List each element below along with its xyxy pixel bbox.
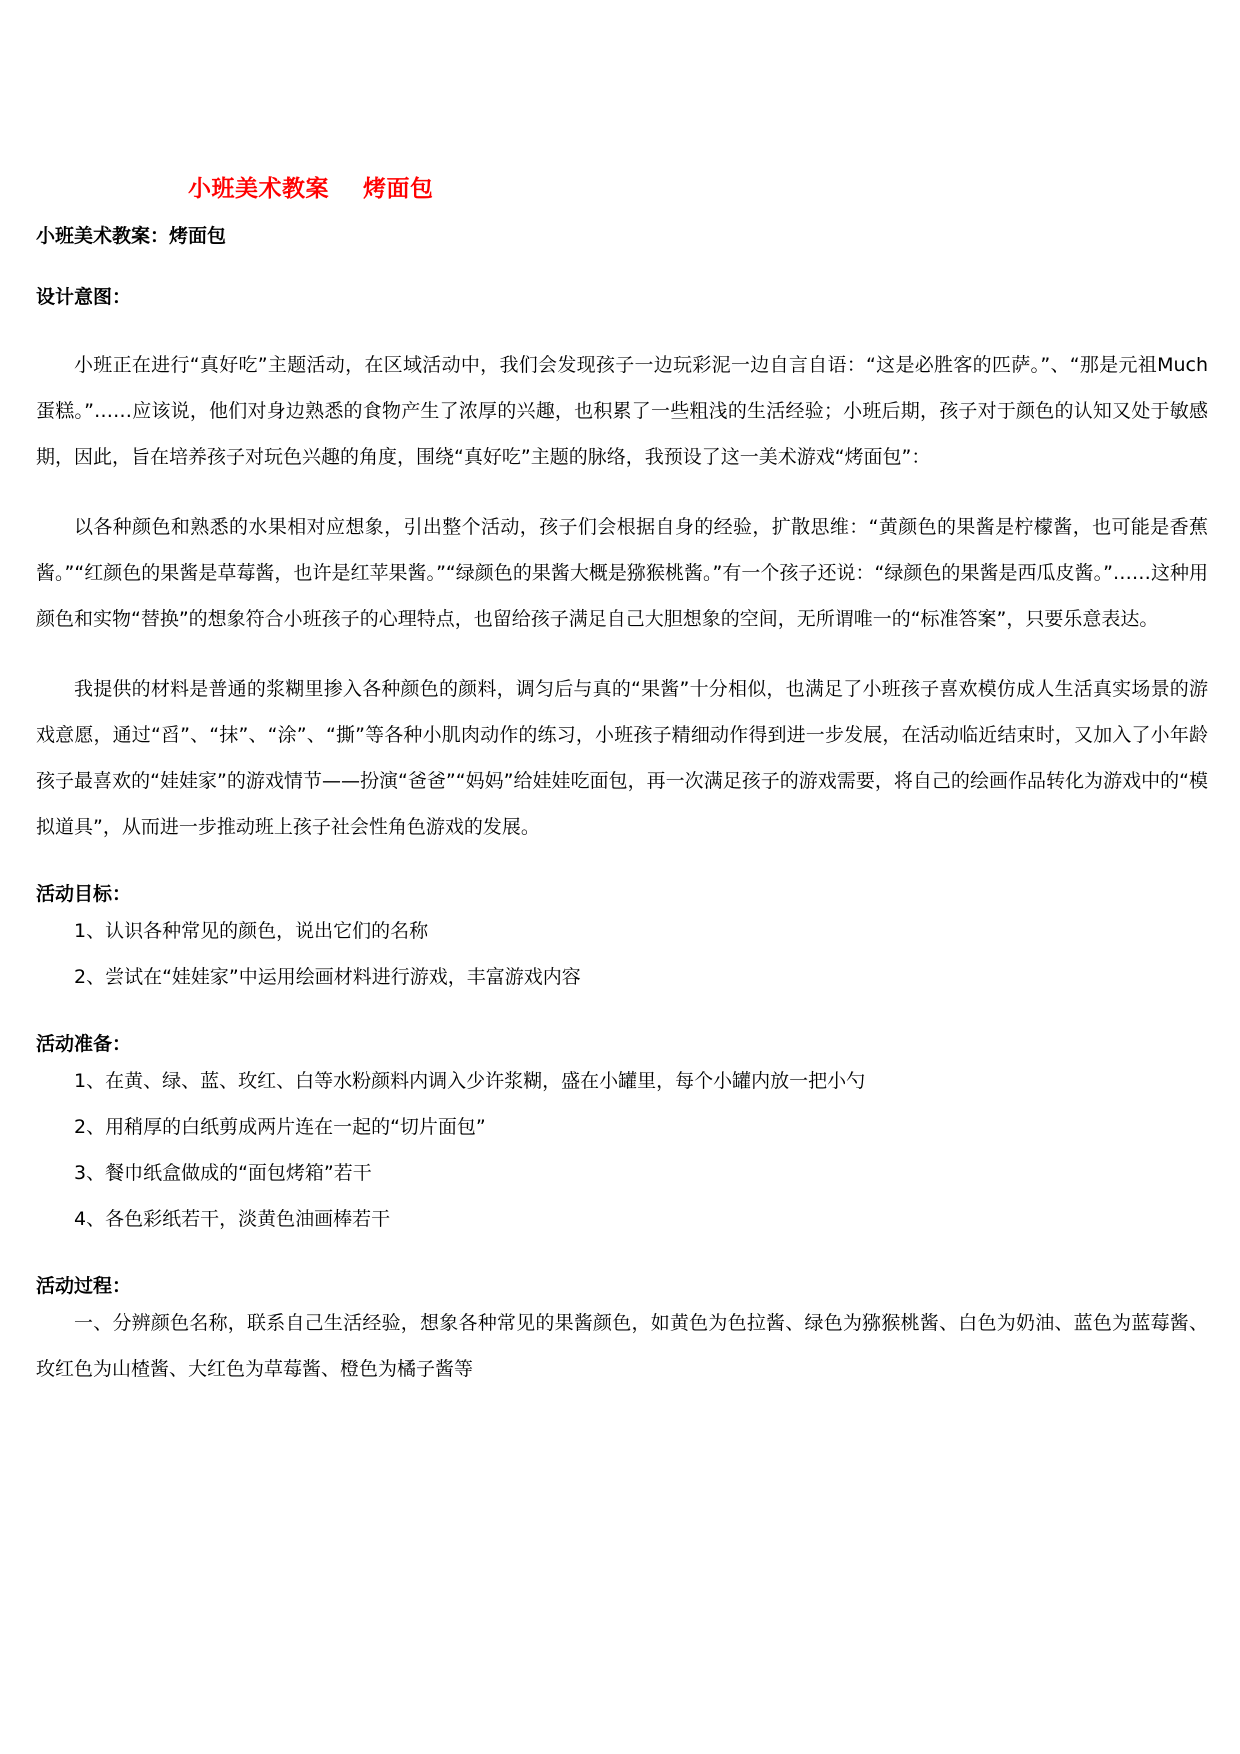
process-paragraph-1: 一、分辨颜色名称，联系自己生活经验，想象各种常见的果酱颜色，如黄色为色拉酱、绿色为猕猴桃酱、白色为奶油、蓝色为蓝莓酱、玫红色为山楂酱、大红色为草莓酱、橙色为橘子酱等 <box>36 1312 1208 1380</box>
document-title: 小班美术教案 烤面包 <box>188 176 434 202</box>
design-intent-paragraph-3: 我提供的材料是普通的浆糊里掺入各种颜色的颜料，调匀后与真的“果酱”十分相似，也满足了小班孩子喜欢模仿成人生活真实场景的游戏意愿，通过“舀”、“抹”、“涂”、“撕”等各种小肌肉动作的练习，小班孩子精细动作得到进一步发展，在活动临近结束时，又加入了小年龄孩子最喜欢的“娃娃家”的游戏情节——扮演“爸爸”“妈妈”给娃娃吃面包，再一次满足孩子的游戏需要，将自己的绘画作品转化为游戏中的“模拟道具”，从而进一步推动班上孩子社会性角色游戏的发展。 <box>36 678 1208 838</box>
preparation-item-3: 3、餐巾纸盒做成的“面包烤箱”若干 <box>74 1162 372 1184</box>
preparation-section <box>36 1030 1208 1242</box>
process-heading: 活动过程： <box>36 1275 132 1297</box>
document-body <box>36 222 1208 1392</box>
preparation-item-4: 4、各色彩纸若干，淡黄色油画棒若干 <box>74 1208 391 1230</box>
process-section <box>36 1272 1208 1392</box>
goal-item-1: 1、认识各种常见的颜色，说出它们的名称 <box>74 920 429 942</box>
document-subtitle: 小班美术教案：烤面包 <box>36 225 227 247</box>
design-intent-paragraph-2: 以各种颜色和熟悉的水果相对应想象，引出整个活动，孩子们会根据自身的经验，扩散思维：“黄颜色的果酱是柠檬酱，也可能是香蕉酱。”“红颜色的果酱是草莓酱，也许是红苹果酱。”“绿颜色的果酱大概是猕猴桃酱。”有一个孩子还说：“绿颜色的果酱是西瓜皮酱。”……这种用颜色和实物“替换”的想象符合小班孩子的心理特点，也留给孩子满足自己大胆想象的空间，无所谓唯一的“标准答案”，只要乐意表达。 <box>36 516 1208 630</box>
preparation-item-2: 2、用稍厚的白纸剪成两片连在一起的“切片面包” <box>74 1116 486 1138</box>
goals-section <box>36 880 1208 1000</box>
design-intent-paragraph-1: 小班正在进行“真好吃”主题活动，在区域活动中，我们会发现孩子一边玩彩泥一边自言自语：“这是必胜客的匹萨。”、“那是元祖Much蛋糕。”……应该说，他们对身边熟悉的食物产生了浓厚的兴趣，也积累了一些粗浅的生活经验；小班后期，孩子对于颜色的认知又处于敏感期，因此，旨在培养孩子对玩色兴趣的角度，围绕“真好吃”主题的脉络，我预设了这一美术游戏“烤面包”： <box>36 354 1208 468</box>
preparation-heading: 活动准备： <box>36 1033 132 1055</box>
preparation-item-1: 1、在黄、绿、蓝、玫红、白等水粉颜料内调入少许浆糊，盛在小罐里，每个小罐内放一把小勺 <box>74 1070 866 1092</box>
design-intent-heading: 设计意图： <box>36 286 132 308</box>
goals-heading: 活动目标： <box>36 883 132 905</box>
design-intent-section <box>36 283 1208 850</box>
goal-item-2: 2、尝试在“娃娃家”中运用绘画材料进行游戏，丰富游戏内容 <box>74 966 581 988</box>
